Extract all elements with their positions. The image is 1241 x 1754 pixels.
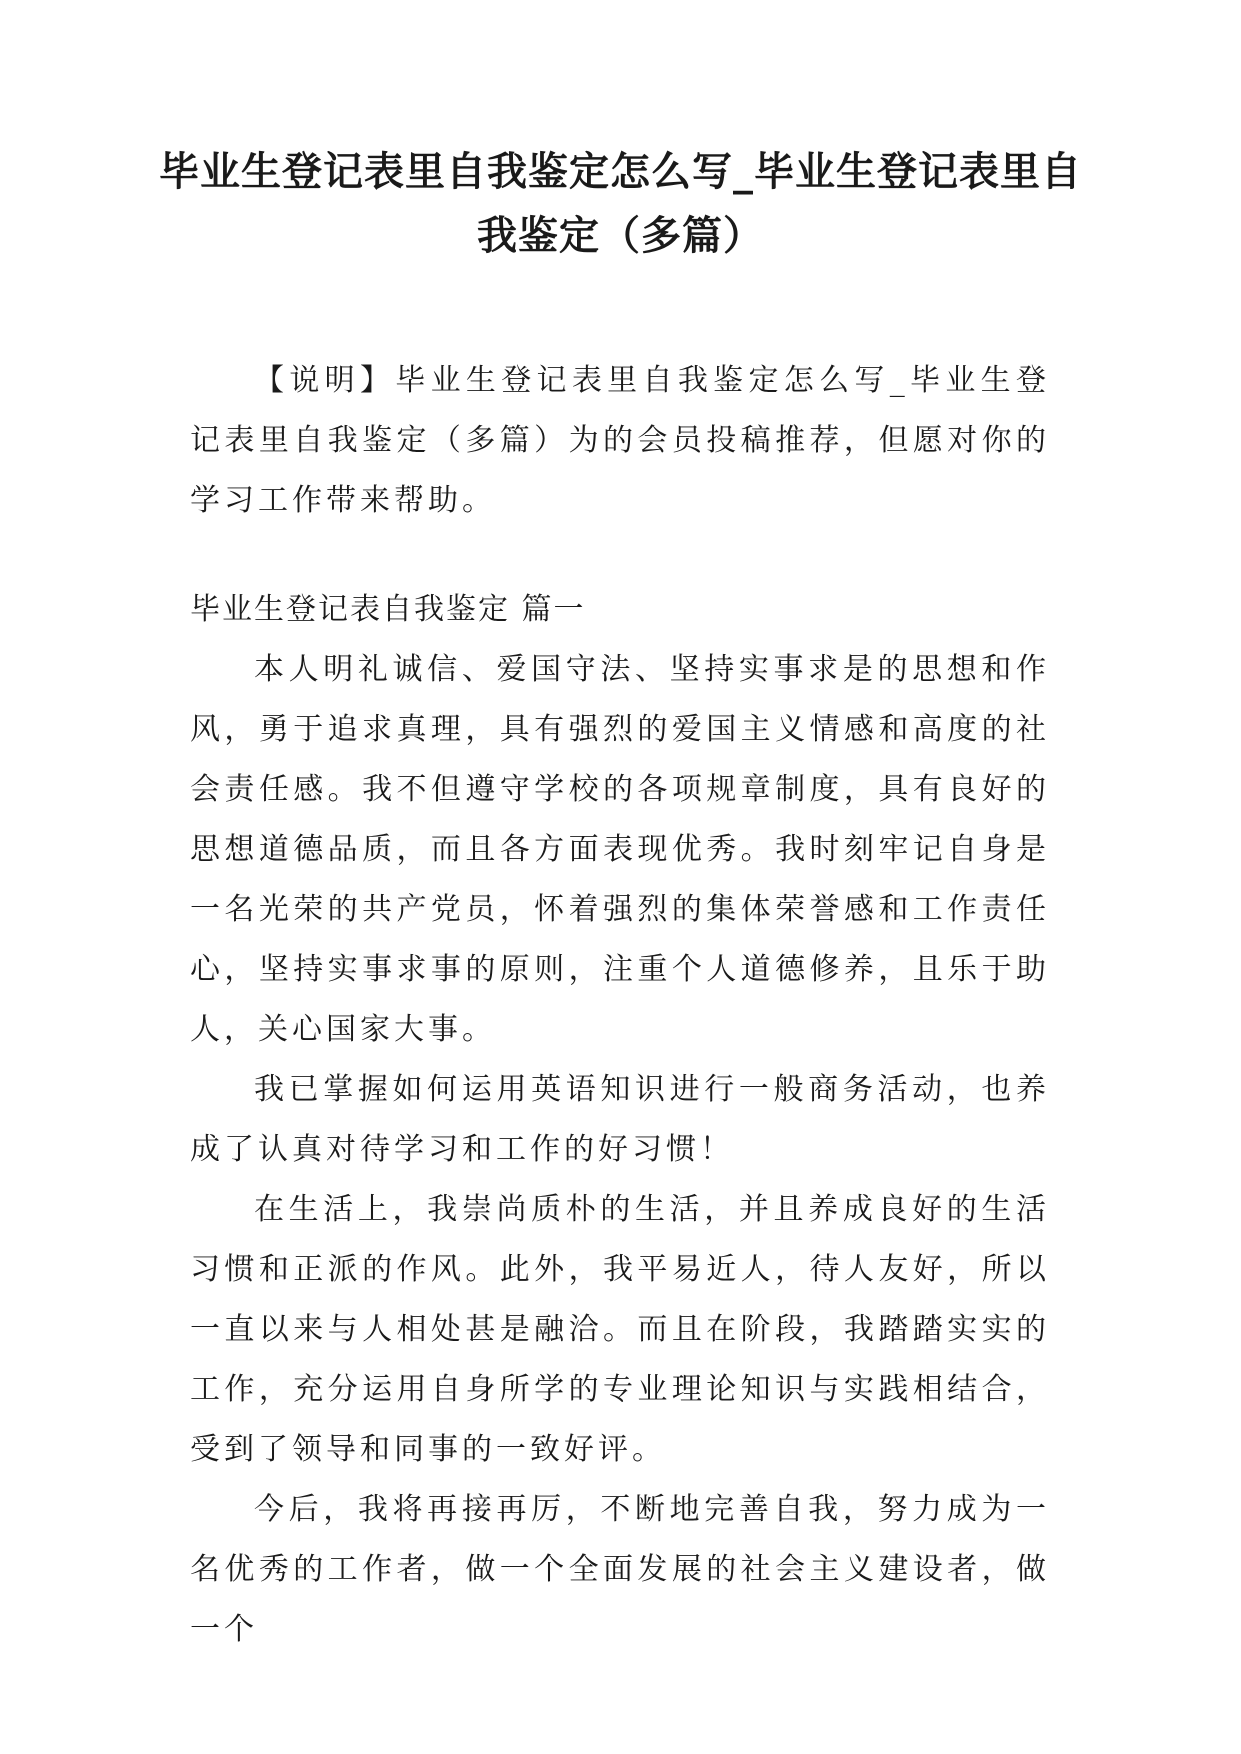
section-heading: 毕业生登记表自我鉴定 篇一 (190, 592, 586, 627)
body-paragraph: 本人明礼诚信、爱国守法、坚持实事求是的思想和作风，勇于追求真理，具有强烈的爱国主义情感和高度的社会责任感。我不但遵守学校的各项规章制度，具有良好的思想道德品质，而且各方面表现优秀。我时刻牢记自身是一名光荣的共产党员，怀着强烈的集体荣誉感和工作责任心，坚持实事求事的原则，注重个人道德修养，且乐于助人，关心国家大事。 (190, 652, 1050, 1047)
body-paragraph: 今后，我将再接再厉，不断地完善自我，努力成为一名优秀的工作者，做一个全面发展的社会主义建设者，做一个 (190, 1492, 1050, 1647)
document-title: 毕业生登记表里自我鉴定怎么写_毕业生登记表里自我鉴定（多篇） (159, 149, 1082, 259)
body-paragraphs (190, 640, 1050, 1660)
intro-paragraph: 【说明】毕业生登记表里自我鉴定怎么写_毕业生登记表里自我鉴定（多篇）为的会员投稿推荐，但愿对你的学习工作带来帮助。 (190, 363, 1050, 518)
body-paragraph: 在生活上，我崇尚质朴的生活，并且养成良好的生活习惯和正派的作风。此外，我平易近人，待人友好，所以一直以来与人相处甚是融洽。而且在阶段，我踏踏实实的工作，充分运用自身所学的专业理论知识与实践相结合，受到了领导和同事的一致好评。 (190, 1192, 1050, 1467)
body-paragraph: 我已掌握如何运用英语知识进行一般商务活动，也养成了认真对待学习和工作的好习惯！ (190, 1072, 1050, 1167)
